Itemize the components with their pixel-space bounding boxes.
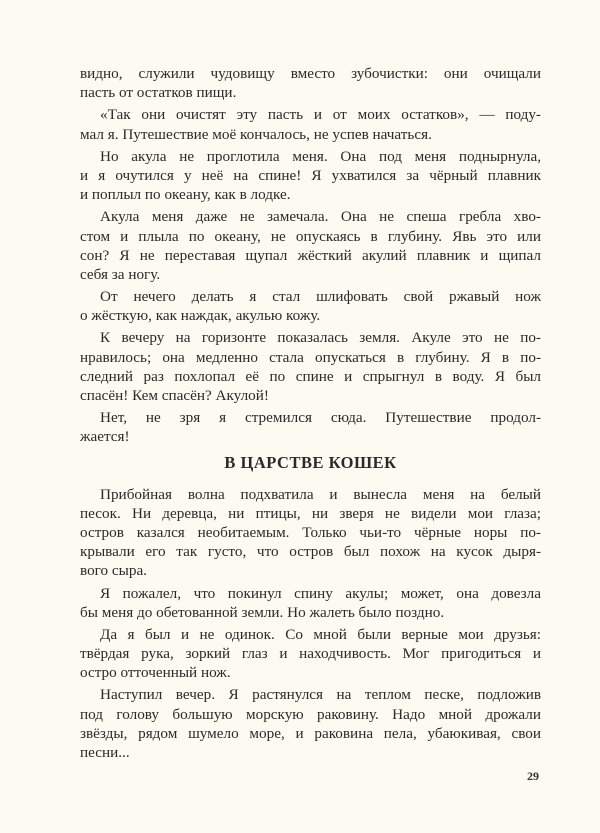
paragraph	[80, 328, 541, 405]
text-line: звёзды, рядом шумело море, и раковина пела, убаюкивая, свои	[80, 724, 541, 742]
paragraph	[80, 584, 541, 622]
paragraph	[80, 485, 541, 581]
paragraph	[80, 408, 541, 446]
section-chapter-body	[80, 485, 541, 763]
text-line: вого сыра.	[80, 562, 147, 580]
text-line: под голову большую морскую раковину. Надо мной дрожали	[80, 705, 541, 723]
text-line: твёрдая рука, зоркий глаз и находчивость. Мог пригодиться и	[80, 645, 541, 663]
text-line: и поплыл по океану, как в лодке.	[80, 186, 291, 204]
text-line: Наступил вечер. Я растянулся на теплом песке, подложив	[100, 686, 541, 704]
page-footer	[80, 768, 541, 784]
text-line: мал я. Путешествие моё кончалось, не успев начаться.	[80, 125, 432, 143]
text-line: видно, служили чудовищу вместо зубочистки: они очищали	[80, 65, 541, 82]
text-line: нравилось; она медленно стала опускаться в глубину. Я в по-	[80, 348, 541, 366]
paragraph	[80, 147, 541, 205]
text-line: остро отточенный нож.	[80, 664, 231, 682]
book-page	[80, 64, 541, 784]
text-line: Прибойная волна подхватила и вынесла меня на белый	[100, 485, 541, 503]
text-line: жается!	[80, 428, 130, 446]
text-line: спасён! Кем спасён? Акулой!	[80, 387, 269, 404]
paragraph	[80, 625, 541, 683]
text-line: остров казался необитаемым. Только чьи-то чёрные норы по-	[80, 523, 541, 541]
text-line: От нечего делать я стал шлифовать свой ржавый нож	[100, 288, 541, 306]
text-line: о жёсткую, как наждак, акулью кожу.	[80, 307, 321, 325]
text-line: стом и плыла по океану, не опускаясь в глубину. Явь это или	[80, 227, 541, 245]
text-line: Я пожалел, что покинул спину акулы; может, она довезла	[100, 584, 541, 602]
text-line: песок. Ни деревца, ни птицы, ни зверя не видели мои глаза;	[80, 504, 541, 522]
paragraph	[80, 685, 541, 762]
section-story-continued	[80, 64, 541, 447]
paragraph	[80, 207, 541, 284]
text-line: Да я был и не одинок. Со мной были верные мои друзья:	[100, 625, 541, 643]
paragraph	[80, 64, 541, 102]
text-line: песни...	[80, 744, 130, 761]
text-line: следний раз похлопал её по спине и спрыгнул в воду. Я был	[80, 367, 541, 385]
text-line: К вечеру на горизонте показалась земля. Акуле это не по-	[100, 329, 541, 347]
text-line: бы меня до обетованной земли. Но жалеть было поздно.	[80, 603, 445, 621]
text-line: Но акула не проглотила меня. Она под меня поднырнула,	[100, 147, 541, 165]
text-line: крывали его так густо, что остров был похож на кусок дыря-	[80, 543, 541, 561]
text-line: пасть от остатков пищи.	[80, 84, 237, 102]
text-line: «Так они очистят эту пасть и от моих остатков», — поду-	[100, 106, 541, 124]
text-line: и я очутился у неё на спине! Я ухватился за чёрный плавник	[80, 166, 541, 184]
paragraph	[80, 287, 541, 325]
text-line: Нет, не зря я стремился сюда. Путешествие продол-	[100, 409, 541, 427]
text-line: Акула меня даже не замечала. Она не спеша гребла хво-	[100, 208, 541, 226]
text-line: себя за ногу.	[80, 265, 161, 283]
chapter-title: В ЦАРСТВЕ КОШЕК	[224, 452, 397, 472]
paragraph	[80, 105, 541, 143]
text-line: сон? Я не переставая щупал жёсткий акулий плавник и щипал	[80, 246, 541, 264]
page-number: 29	[527, 769, 539, 784]
